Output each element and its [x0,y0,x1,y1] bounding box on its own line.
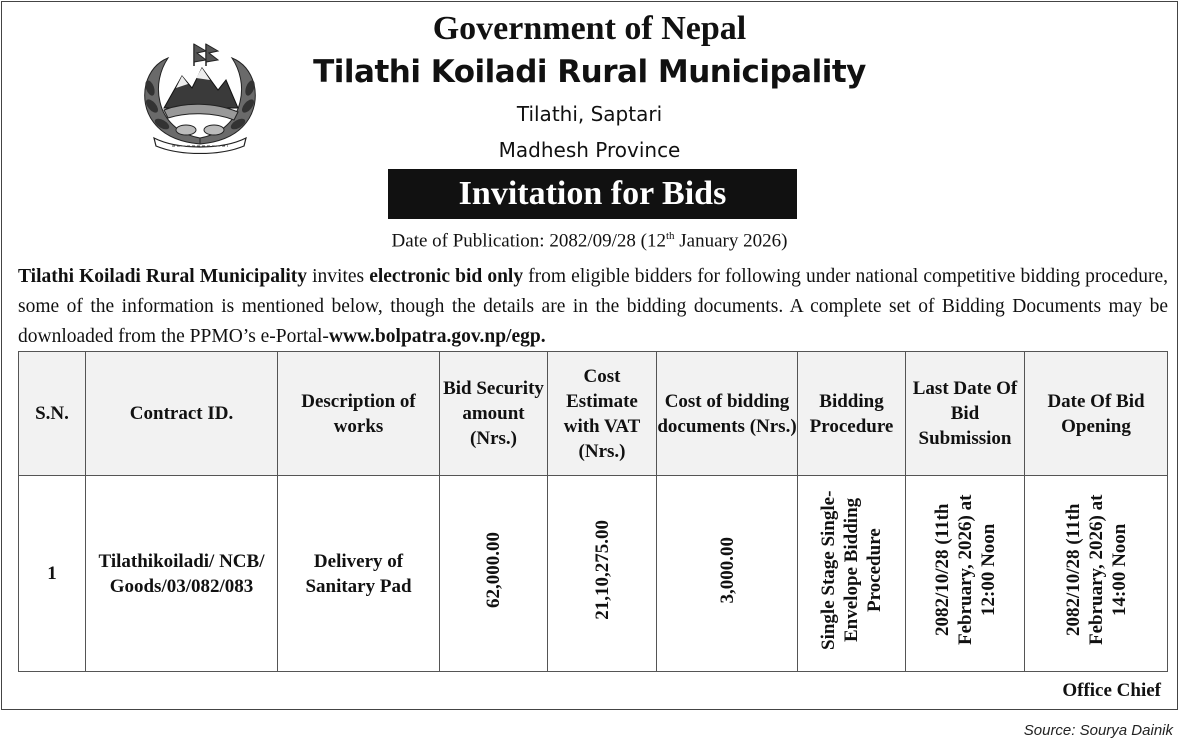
intro-paragraph [18,262,1168,352]
column-header: S.N. [19,352,86,476]
publication-date-sup: th [665,230,675,242]
publication-date-suffix: January 2026) [674,230,788,252]
cell-sn: 1 [19,476,86,672]
province-line: Madhesh Province [498,138,681,162]
source-credit: Source: Sourya Dainik [1023,722,1173,739]
column-header: Contract ID. [86,352,278,476]
bids-table [18,351,1168,672]
intro-text-2: from eligible bidders for following under national competitive bidding procedure, some of the information is mentioned below, though the details are in the bidding documents. A complete set of Bidding Documents may be downloaded from the PPMO’s e-Portal- [18,266,1168,347]
cell-description: Delivery of Sanitary Pad [278,476,440,672]
signature-office-chief: Office Chief [1062,680,1161,701]
column-header: Date Of Bid Opening [1025,352,1168,476]
cell-contract-id: Tilathikoiladi/ NCB/ Goods/03/082/083 [86,476,278,672]
intro-text-1: invites [307,266,370,287]
table-header-row [19,352,1168,476]
intro-bid-type: electronic bid only [369,266,524,287]
cell-bid-security [440,476,548,672]
column-header: Description of works [278,352,440,476]
column-header: Bid Security amount (Nrs.) [440,352,548,476]
cell-last-date [906,476,1025,672]
column-header: Bidding Procedure [798,352,906,476]
column-header: Cost of bidding documents (Nrs.) [657,352,798,476]
column-header: Cost Estimate with VAT (Nrs.) [548,352,657,476]
address-line: Tilathi, Saptari [516,102,663,126]
cell-procedure [798,476,906,672]
cost-estimate-value: 21,10,275.00 [591,520,613,620]
last-date-value: 2082/10/28 (11th February, 2026) at 12:00 Noon [931,494,999,646]
intro-portal-link[interactable]: www.bolpatra.gov.np/egp. [328,326,546,347]
government-heading: Government of Nepal [432,10,747,47]
cell-doc-cost [657,476,798,672]
notice-title: Invitation for Bids [388,169,797,219]
publication-date-prefix: Date of Publication: 2082/09/28 (12 [391,230,666,252]
bid-security-value: 62,000.00 [483,532,504,608]
opening-date-value: 2082/10/28 (11th February, 2026) at 14:00 Noon [1062,494,1130,646]
doc-cost-value: 3,000.00 [716,536,738,604]
intro-municipality: Tilathi Koiladi Rural Municipality [18,266,308,287]
procedure-value: Single Stage Single-Envelope Bidding Procedure [818,490,885,650]
cell-cost-estimate [548,476,657,672]
cell-opening-date [1025,476,1168,672]
table-row [19,476,1168,672]
column-header: Last Date Of Bid Submission [906,352,1025,476]
bid-notice [1,1,1178,710]
publication-date [2,230,1177,252]
municipality-heading: Tilathi Koiladi Rural Municipality [313,54,866,90]
